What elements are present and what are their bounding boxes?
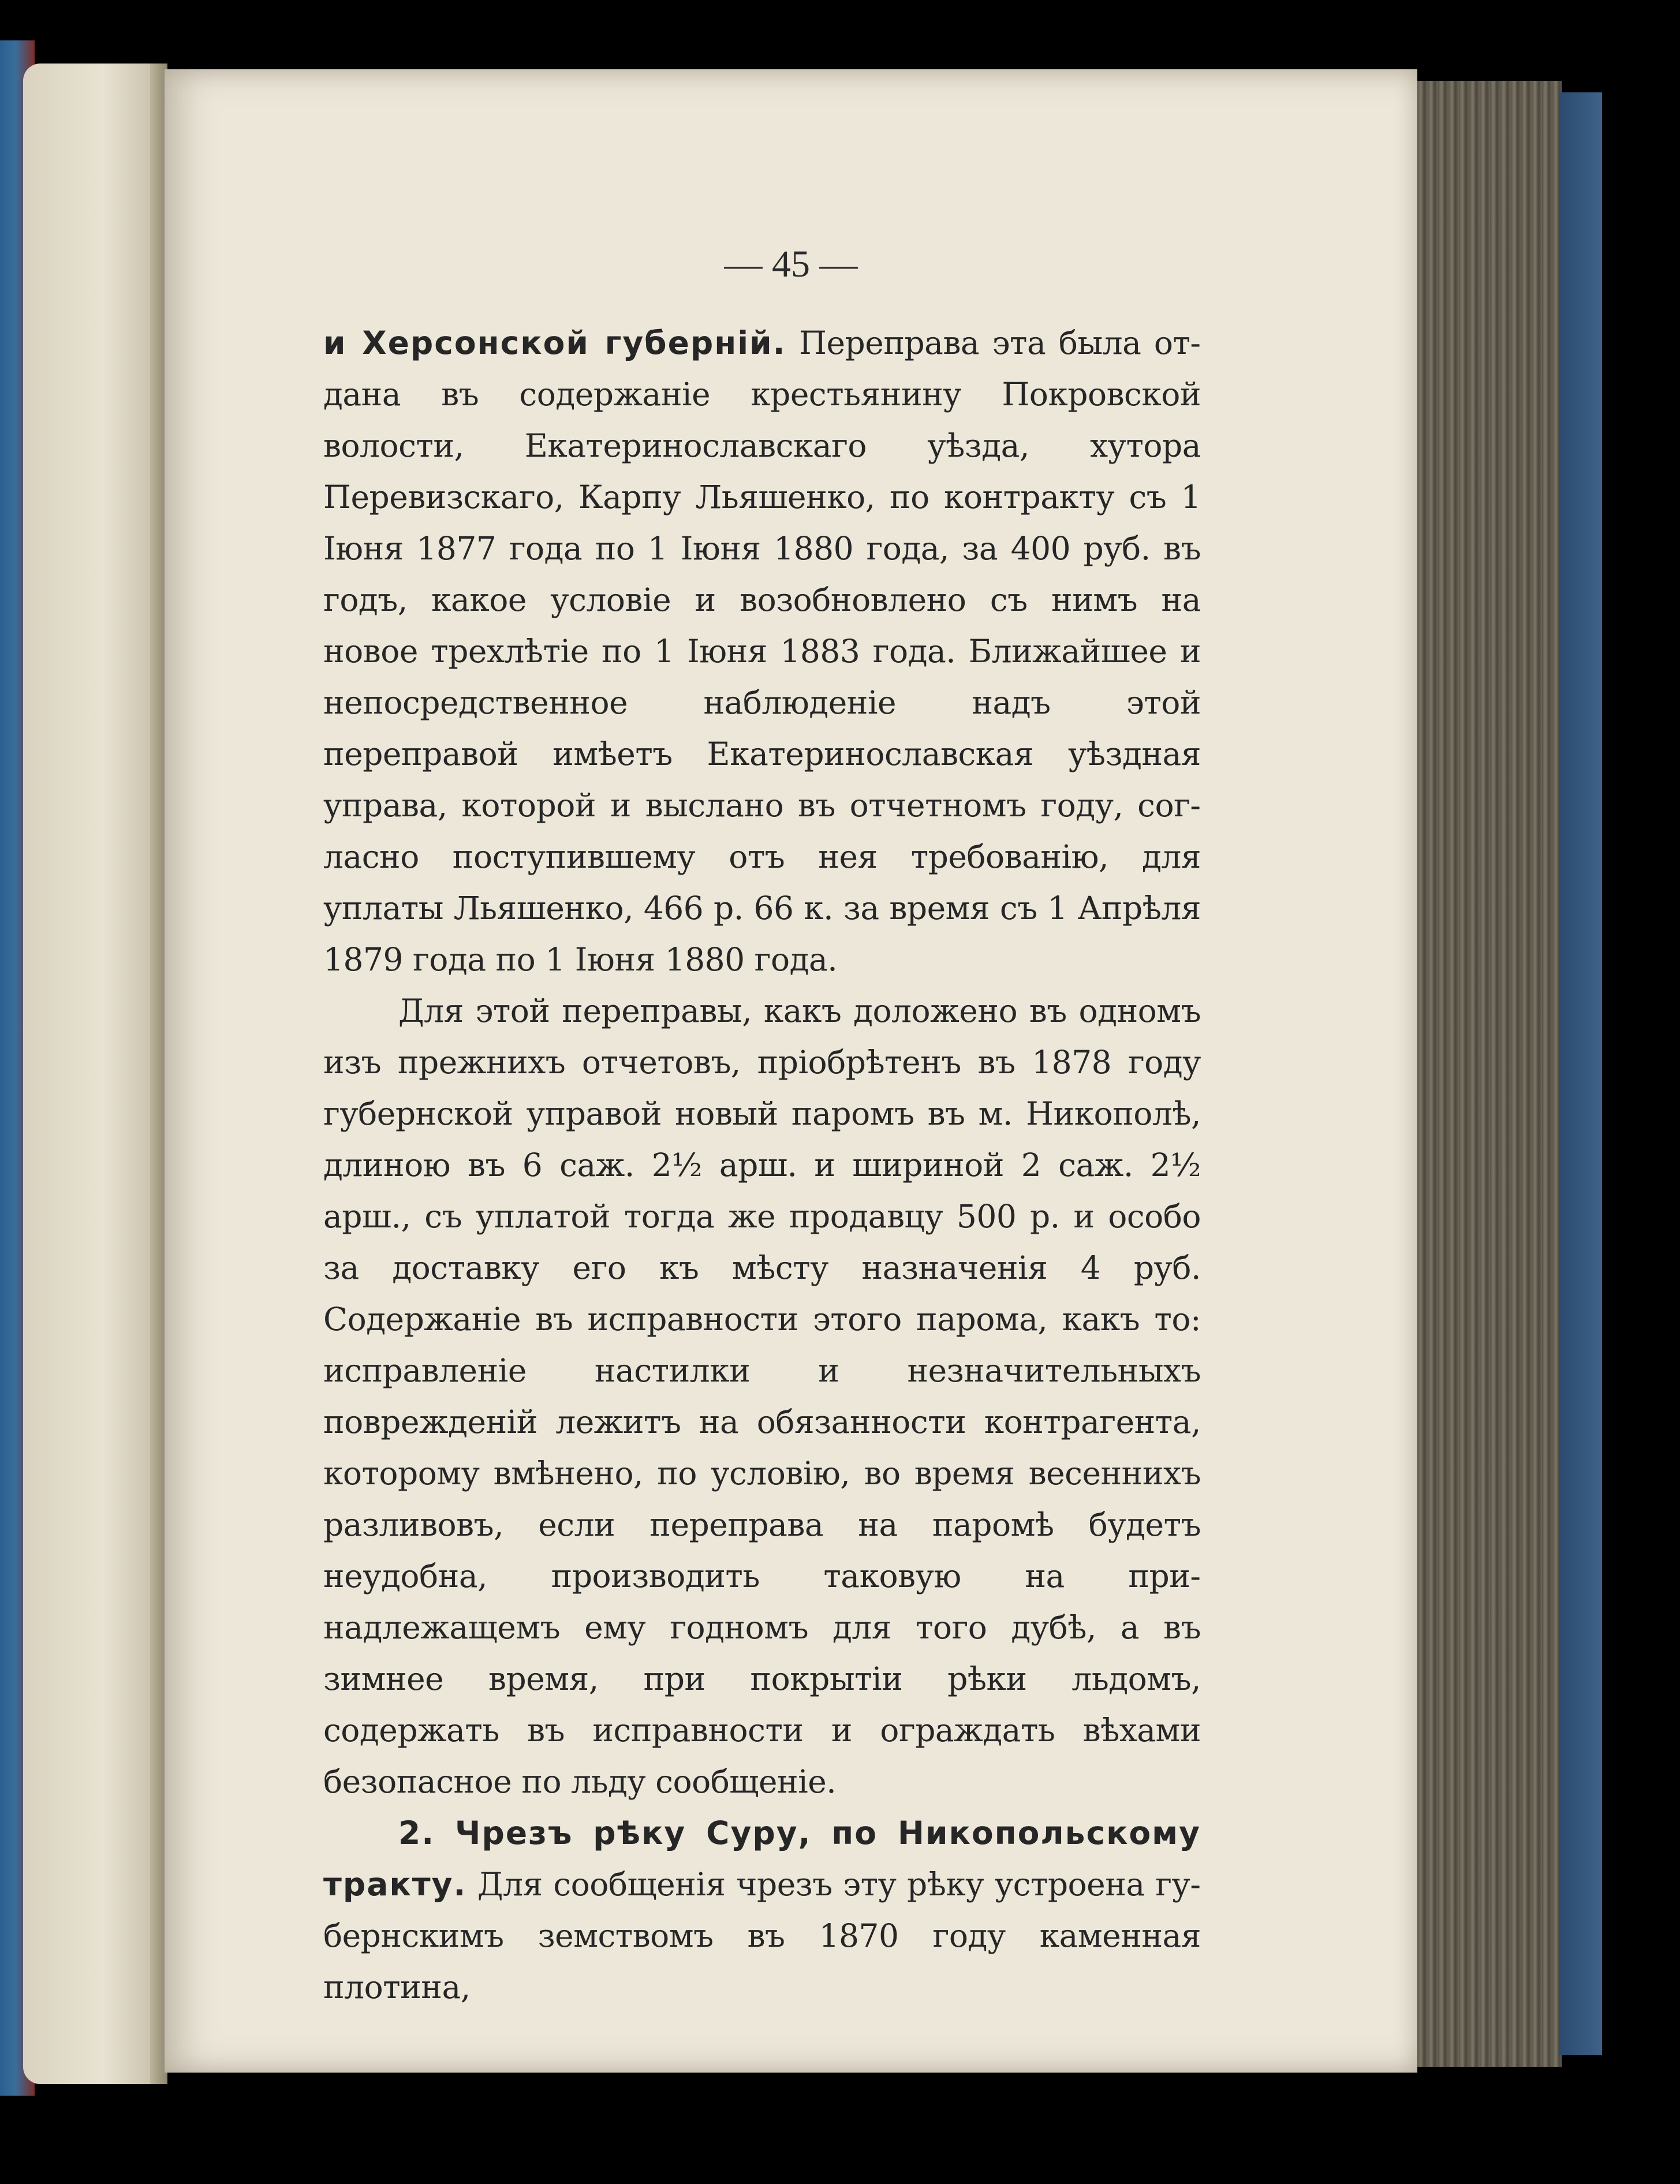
page-body — [323, 318, 1201, 2013]
left-page — [23, 64, 156, 2084]
paragraph-3-heading: 2. Чрезъ рѣку Суру, по Никопольскому тракту. — [323, 1815, 1201, 1903]
paragraph-2-text: Для этой переправы, какъ доложено въ одномъ изъ прежнихъ отчетовъ, пріобрѣтенъ въ 1878 году губернской управой новый паромъ въ м. Никополѣ, длиною въ 6 саж. 2½ арш. и шириной 2 саж. 2½ арш., съ уплатой тогда же продавцу 500 р. и особо за доставку его къ мѣсту назначенія 4 руб. Содержаніе въ исправности этого парома, какъ то: исправленіе настилки и незначительныхъ поврежденій лежитъ на обязанности контрагента, которому вмѣнено, по условію, во время весеннихъ разливовъ, если переправа на паромѣ будетъ неудобна, производить таковую на принадлежащемъ ему годномъ для того дубѣ, а въ зимнее время, при покрытіи рѣки льдомъ, содержать въ исправности и ограждать вѣхами безопасное по льду сообщеніе. — [323, 992, 1201, 1800]
back-book-cover — [1559, 92, 1602, 2055]
page-edges — [1417, 81, 1562, 2067]
page-number: — 45 — — [724, 243, 858, 285]
paragraph-3-text: Для сообщенія чрезъ эту рѣку устроена губернскимъ земствомъ въ 1870 году каменная плотина, — [323, 1866, 1201, 2006]
paragraph-1-heading: и Херсонской губерній. — [323, 324, 786, 361]
paragraph-2 — [323, 985, 1201, 1808]
paragraph-3 — [323, 1808, 1201, 2013]
paragraph-1 — [323, 318, 1201, 985]
paragraph-1-text: Переправа эта была отдана въ содержаніе крестьянину Покровской волости, Екатеринославскаго уѣзда, хутора Перевизскаго, Карпу Льяшенко, по контракту съ 1 Іюня 1877 года по 1 Іюня 1880 года, за 400 руб. въ годъ, какое условіе и возобновлено съ нимъ на новое трехлѣтіе по 1 Іюня 1883 года. Ближайшее и непосредственное наблюденіе надъ этой переправой имѣетъ Екатеринославская уѣздная управа, которой и выслано въ отчетномъ году, согласно поступившему отъ нея требованію, для уплаты Льяшенко, 466 р. 66 к. за время съ 1 Апрѣля 1879 года по 1 Іюня 1880 года. — [323, 324, 1201, 978]
